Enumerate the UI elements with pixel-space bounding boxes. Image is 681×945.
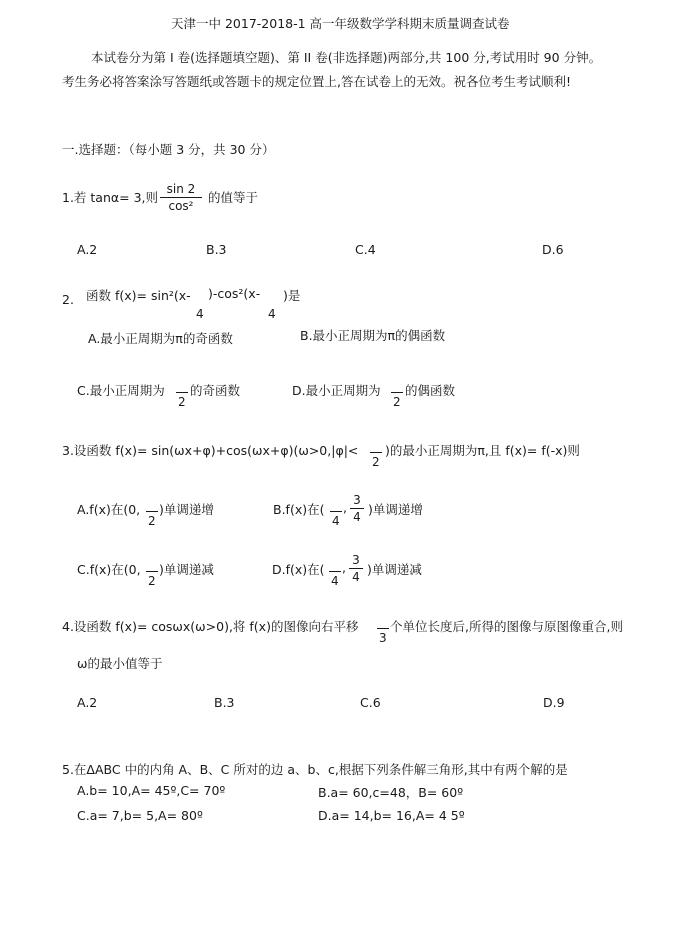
q3-option-c-fraction-bar	[146, 571, 158, 572]
q3-stem-b: )的最小正周期为π,且 f(x)= f(-x)则	[385, 443, 580, 458]
q5-option-c: C.a= 7,b= 5,A= 80º	[77, 808, 203, 823]
q4-stem-a: 4.设函数 f(x)= cosωx(ω>0),将 f(x)的图像向右平移	[62, 619, 359, 634]
q4-stem-line-2: ω的最小值等于	[77, 656, 163, 671]
q3-option-c-denominator: 2	[148, 574, 156, 588]
q3-option-d-denominator-2: 4	[352, 570, 360, 584]
q2-option-c-denominator: 2	[178, 395, 186, 409]
q3-option-d-fraction-2	[349, 554, 363, 583]
q2-option-a: A.最小正周期为π的奇函数	[88, 331, 233, 346]
q1-frac-denominator: cos²	[168, 199, 194, 213]
q3-option-a-denominator: 2	[148, 514, 156, 528]
q3-option-c-prefix: C.f(x)在(0,	[77, 562, 141, 577]
q3-option-b-comma: ,	[343, 500, 347, 515]
q5-option-a: A.b= 10,A= 45º,C= 70º	[77, 783, 226, 798]
q3-option-a-fraction-bar	[146, 511, 158, 512]
q1-fraction	[160, 183, 202, 212]
q5-option-d: D.a= 14,b= 16,A= 4 5º	[318, 808, 465, 823]
q3-option-d-comma: ,	[342, 560, 346, 575]
q2-denominator-1: 4	[196, 307, 204, 321]
q3-option-d-prefix: D.f(x)在(	[272, 562, 325, 577]
q4-stem-b: 个单位长度后,所得的图像与原图像重合,则	[390, 619, 623, 634]
q2-number: 2.	[62, 292, 74, 307]
q1-frac-numerator: sin 2	[160, 183, 202, 198]
q2-option-c-suffix: 的奇函数	[190, 383, 241, 398]
q2-option-c-fraction-bar	[176, 392, 188, 393]
q1-option-a: A.2	[77, 242, 98, 257]
q2-option-d-prefix: D.最小正周期为	[292, 383, 381, 398]
q3-stem-a: 3.设函数 f(x)= sin(ωx+φ)+cos(ωx+φ)(ω>0,|φ|<	[62, 443, 359, 458]
q3-option-d-numerator-2: 3	[349, 554, 363, 569]
q1-option-c: C.4	[355, 242, 376, 257]
q2-option-d-denominator: 2	[393, 395, 401, 409]
q3-stem-denominator: 2	[372, 455, 380, 469]
q4-stem-fraction-bar	[377, 628, 389, 629]
q3-stem-fraction-bar	[370, 452, 382, 453]
q2-stem-b: )-cos²(x-	[208, 286, 261, 301]
q4-option-b: B.3	[214, 695, 235, 710]
q3-option-b-fraction-bar-1	[330, 511, 342, 512]
q3-option-d-fraction-bar-1	[329, 571, 341, 572]
q3-option-b-suffix: )单调递增	[368, 502, 423, 517]
q1-stem-suffix: 的值等于	[208, 190, 259, 205]
section-heading: 一.选择题：（每小题 3 分，共 30 分）	[62, 142, 275, 157]
q3-option-b-fraction-2	[350, 494, 364, 523]
q4-stem-denominator: 3	[379, 631, 387, 645]
q2-stem-a: 函数 f(x)= sin²(x-	[86, 288, 191, 303]
q3-option-a-prefix: A.f(x)在(0,	[77, 502, 141, 517]
q2-option-d-fraction-bar	[391, 392, 403, 393]
q4-option-c: C.6	[360, 695, 381, 710]
q2-option-b: B.最小正周期为π的偶函数	[300, 328, 446, 343]
q2-stem-c: )是	[283, 288, 301, 303]
q2-denominator-2: 4	[268, 307, 276, 321]
q4-option-a: A.2	[77, 695, 98, 710]
q3-option-a-suffix: )单调递增	[159, 502, 214, 517]
q1-option-d: D.6	[542, 242, 564, 257]
q3-option-d-suffix: )单调递减	[367, 562, 422, 577]
q3-option-c-suffix: )单调递减	[159, 562, 214, 577]
q3-option-b-denominator-2: 4	[353, 510, 361, 524]
q3-option-b-numerator-2: 3	[350, 494, 364, 509]
q5-stem: 5.在ΔABC 中的内角 A、B、C 所对的边 a、b、c,根据下列条件解三角形,其中有两个解的是	[62, 762, 568, 777]
intro-line-2: 考生务必将答案涂写答题纸或答题卡的规定位置上,答在试卷上的无效。祝各位考生考试顺利!	[62, 74, 571, 89]
q2-option-d-suffix: 的偶函数	[405, 383, 456, 398]
q3-option-d-denominator-1: 4	[331, 574, 339, 588]
q5-option-b: B.a= 60,c=48，B= 60º	[318, 785, 464, 800]
exam-title: 天津一中 2017-2018-1 高一年级数学学科期末质量调查试卷	[171, 16, 510, 31]
q1-option-b: B.3	[206, 242, 227, 257]
q3-option-b-denominator-1: 4	[332, 514, 340, 528]
q3-option-b-prefix: B.f(x)在(	[273, 502, 325, 517]
intro-line-1: 本试卷分为第 I 卷(选择题填空题)、第 II 卷(非选择题)两部分,共 100 分,考试用时 90 分钟。	[91, 50, 602, 65]
q1-stem-prefix: 1.若 tanα= 3,则	[62, 190, 158, 205]
q2-option-c-prefix: C.最小正周期为	[77, 383, 165, 398]
q4-option-d: D.9	[543, 695, 565, 710]
